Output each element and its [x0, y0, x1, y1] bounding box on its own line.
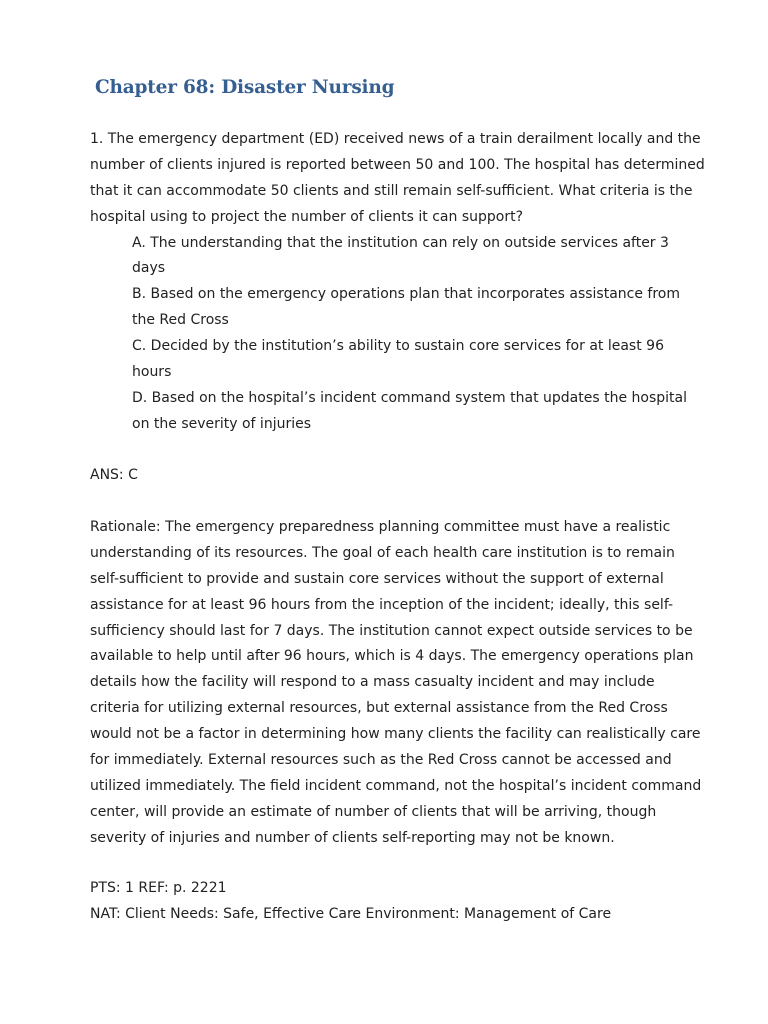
answer-line: ANS: C — [90, 467, 138, 483]
option-line: C. Decided by the institution’s ability to sustain core services for at least 96 — [132, 338, 664, 355]
rationale-line: available to help until after 96 hours, which is 4 days. The emergency operations plan — [90, 648, 694, 665]
question-metadata — [90, 876, 710, 928]
option-line: the Red Cross — [132, 312, 229, 329]
rationale-line: criteria for utilizing external resources, but external assistance from the Red Cross — [90, 700, 668, 717]
option-line: days — [132, 260, 166, 277]
answer-key — [90, 463, 710, 489]
rationale-line: Rationale: The emergency preparedness planning committee must have a realistic — [90, 519, 671, 535]
option-d — [132, 386, 712, 438]
option-b — [132, 282, 712, 334]
question-line: that it can accommodate 50 clients and still remain self-sufficient. What criteria is the — [90, 182, 693, 199]
rationale-line: utilized immediately. The field incident command, not the hospital’s incident command — [90, 777, 702, 794]
rationale-line: would not be a factor in determining how many clients the facility can realistically care — [90, 726, 701, 743]
option-line: on the severity of injuries — [132, 415, 312, 432]
rationale-line: assistance for at least 96 hours from the inception of the incident; ideally, this self- — [90, 596, 674, 613]
rationale-text — [90, 515, 710, 852]
question-line: number of clients injured is reported between 50 and 100. The hospital has determined — [90, 156, 705, 173]
rationale-line: center, will provide an estimate of number of clients that will be arriving, though — [90, 803, 657, 820]
chapter-title: Chapter 68: Disaster Nursing — [95, 77, 395, 98]
rationale-line: self-sufficient to provide and sustain core services without the support of external — [90, 570, 664, 587]
nat-line: NAT: Client Needs: Safe, Effective Care Environment: Management of Care — [90, 905, 612, 922]
answer-options — [132, 231, 712, 438]
option-line: hours — [132, 364, 172, 381]
option-c — [132, 334, 712, 386]
option-a — [132, 231, 712, 283]
question-line: hospital using to project the number of clients it can support? — [90, 208, 523, 225]
question-text — [90, 127, 710, 231]
rationale-line: understanding of its resources. The goal of each health care institution is to remain — [90, 544, 675, 561]
rationale-line: details how the facility will respond to a mass casualty incident and may include — [90, 674, 655, 691]
option-line: A. The understanding that the institution can rely on outside services after 3 — [132, 234, 669, 251]
option-line: B. Based on the emergency operations plan that incorporates assistance from — [132, 286, 680, 303]
pts-ref-line: PTS: 1 REF: p. 2221 — [90, 880, 227, 896]
rationale-line: for immediately. External resources such as the Red Cross cannot be accessed and — [90, 752, 672, 769]
rationale-line: severity of injuries and number of clients self-reporting may not be known. — [90, 829, 615, 846]
rationale-line: sufficiency should last for 7 days. The institution cannot expect outside services to be — [90, 622, 693, 639]
option-line: D. Based on the hospital’s incident command system that updates the hospital — [132, 389, 687, 406]
question-line: 1. The emergency department (ED) received news of a train derailment locally and the — [90, 131, 701, 147]
